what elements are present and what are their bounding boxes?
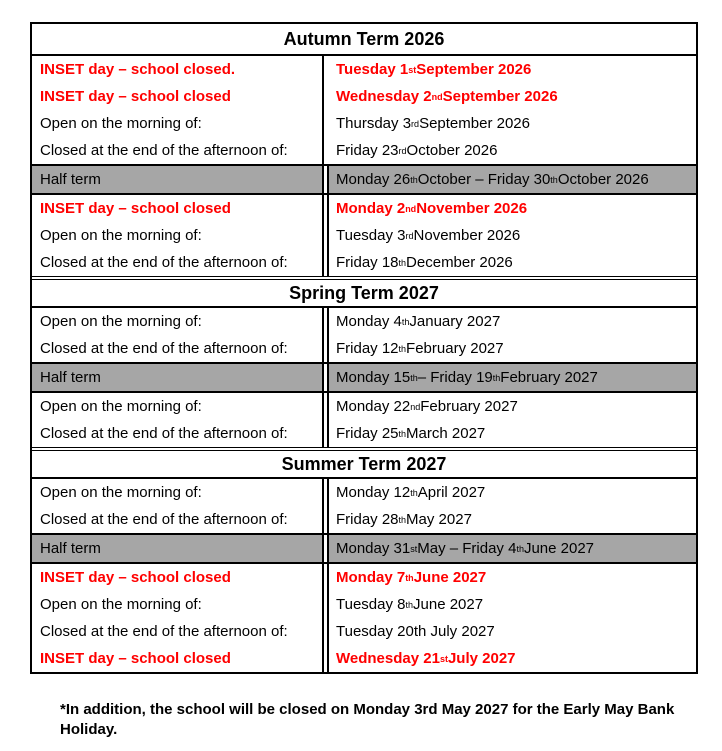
row-label: Open on the morning of: — [32, 222, 324, 249]
row-date: Monday 2 nd November 2026 — [327, 195, 696, 222]
row-date: Friday 23 rd October 2026 — [336, 142, 498, 159]
row-label: Half term — [32, 166, 324, 193]
row-date: Friday 25 th March 2027 — [327, 420, 696, 447]
table-row — [32, 249, 696, 276]
table-row — [32, 137, 696, 164]
table-row — [32, 335, 696, 362]
row-label: Open on the morning of: — [32, 591, 324, 618]
row-date: Friday 18 th December 2026 — [327, 249, 696, 276]
table-row — [32, 420, 696, 447]
row-label: Half term — [32, 364, 324, 391]
row-date: Monday 22 nd February 2027 — [327, 393, 696, 420]
footnote-line: *In addition, the school will be closed on Monday 3rd May 2027 for the Early May Bank — [60, 701, 675, 718]
row-label: INSET day – school closed. — [32, 56, 324, 83]
row-date: Thursday 3 rd September 2026 — [336, 115, 530, 132]
row-date: Monday 4 th January 2027 — [327, 308, 696, 335]
table-row — [32, 506, 696, 533]
row-label: INSET day – school closed — [32, 83, 324, 110]
row-label: Closed at the end of the afternoon of: — [32, 249, 324, 276]
table-row — [32, 222, 696, 249]
section-title: Summer Term 2027 — [32, 447, 696, 479]
row-label: Closed at the end of the afternoon of: — [32, 137, 324, 164]
table-row — [32, 393, 696, 420]
table-row — [32, 645, 696, 672]
table-row — [32, 618, 696, 645]
row-label: Closed at the end of the afternoon of: — [32, 618, 324, 645]
row-label: Closed at the end of the afternoon of: — [32, 335, 324, 362]
row-date: Wednesday 21 st July 2027 — [327, 645, 696, 672]
row-label: Half term — [32, 535, 324, 562]
table-row — [32, 110, 696, 137]
footnote-line: Holiday. — [60, 721, 118, 738]
table-row — [32, 195, 696, 222]
row-label: INSET day – school closed — [32, 645, 324, 672]
row-date: Tuesday 20th July 2027 — [327, 618, 696, 645]
row-label: Closed at the end of the afternoon of: — [32, 420, 324, 447]
row-label: Closed at the end of the afternoon of: — [32, 506, 324, 533]
row-date: Tuesday 8 th June 2027 — [327, 591, 696, 618]
row-date: Monday 7 th June 2027 — [327, 564, 696, 591]
row-date: Friday 28 th May 2027 — [327, 506, 696, 533]
row-date: Tuesday 1 st September 2026 — [336, 61, 532, 78]
term-table — [30, 22, 698, 674]
row-date: Monday 26 th October – Friday 30 th October 2026 — [327, 166, 696, 193]
row-label: Open on the morning of: — [32, 393, 324, 420]
row-date: Monday 15 th – Friday 19 th February 2027 — [327, 364, 696, 391]
table-row — [32, 479, 696, 506]
half-term-row — [32, 533, 696, 564]
half-term-row — [32, 164, 696, 195]
section-title: Spring Term 2027 — [32, 276, 696, 308]
table-row — [32, 56, 696, 83]
row-label: Open on the morning of: — [32, 479, 324, 506]
row-date: Friday 12 th February 2027 — [327, 335, 696, 362]
row-label: INSET day – school closed — [32, 195, 324, 222]
section-title: Autumn Term 2026 — [32, 24, 696, 56]
row-date: Monday 12 th April 2027 — [327, 479, 696, 506]
table-row — [32, 308, 696, 335]
table-row — [32, 83, 696, 110]
row-date: Wednesday 2 nd September 2026 — [336, 88, 558, 105]
half-term-row — [32, 362, 696, 393]
table-row — [32, 564, 696, 591]
row-date: Monday 31 st May – Friday 4 th June 2027 — [327, 535, 696, 562]
table-row — [32, 591, 696, 618]
row-label: INSET day – school closed — [32, 564, 324, 591]
footnote — [60, 700, 674, 740]
row-label: Open on the morning of: — [32, 308, 324, 335]
row-date: Tuesday 3 rd November 2026 — [327, 222, 696, 249]
row-label: Open on the morning of: — [32, 110, 324, 137]
